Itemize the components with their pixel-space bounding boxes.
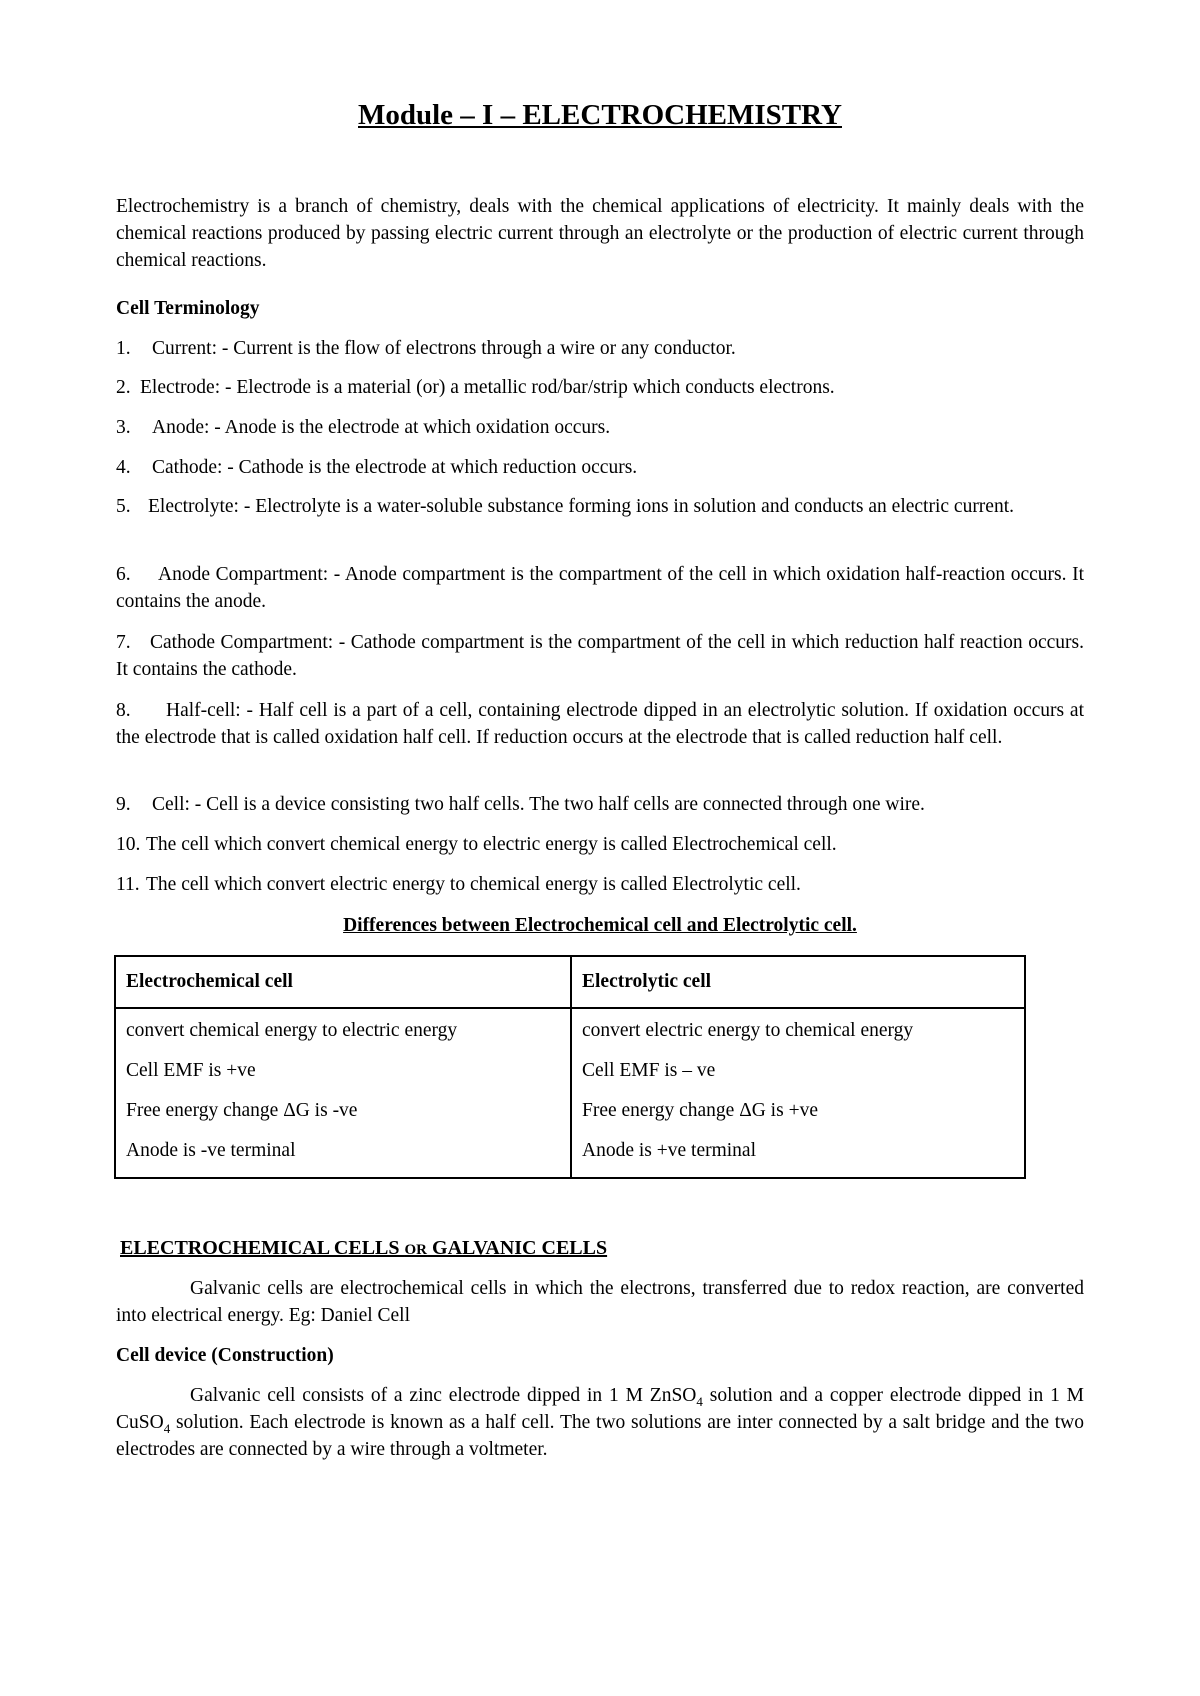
item-number: 11. — [116, 874, 140, 895]
text-run: Galvanic cell consists of a zinc electrode dipped in 1 M ZnSO — [190, 1385, 697, 1406]
cell-line: Free energy change ΔG is -ve — [126, 1100, 358, 1121]
differences-table — [114, 955, 1026, 1179]
item-text: Cathode: - Cathode is the electrode at which reduction occurs. — [152, 457, 638, 478]
subscript: 4 — [696, 1393, 703, 1409]
cell-line: convert chemical energy to electric energy — [126, 1020, 458, 1041]
item-number: 8. — [116, 700, 131, 721]
item-text: Half-cell: - Half cell is a part of a cell, containing electrode dipped in an electrolytic solution. If oxidation occurs at the electrode that is called oxidation half cell. If reduction occurs at the electrode that is called reduction half cell. — [116, 700, 1084, 748]
list-item — [116, 493, 1084, 520]
heading-or: OR — [404, 1242, 428, 1258]
column-header: Electrolytic cell — [571, 956, 1025, 1008]
item-number: 6. — [116, 564, 131, 585]
item-text: Anode: - Anode is the electrode at which oxidation occurs. — [152, 417, 611, 438]
cell-line: Cell EMF is +ve — [126, 1060, 256, 1081]
list-item — [116, 697, 1084, 751]
cell-line: convert electric energy to chemical energy — [582, 1020, 914, 1041]
page-title: Module – I – ELECTROCHEMISTRY — [358, 99, 842, 131]
item-number: 9. — [116, 794, 131, 815]
list-item — [116, 335, 1084, 362]
subscript: 4 — [163, 1420, 171, 1436]
item-text: Electrolyte: - Electrolyte is a water-soluble substance forming ions in solution and conducts an electric current. — [148, 496, 1014, 517]
table-header-row — [115, 956, 1025, 1008]
terminology-heading: Cell Terminology — [116, 298, 260, 319]
differences-heading: Differences between Electrochemical cell and Electrolytic cell. — [343, 915, 857, 936]
cell-line: Anode is +ve terminal — [582, 1140, 756, 1161]
list-item — [116, 374, 1084, 401]
list-item — [116, 831, 1084, 858]
item-text: The cell which convert electric energy to chemical energy is called Electrolytic cell. — [146, 874, 801, 895]
list-item — [116, 791, 1084, 818]
list-item — [116, 629, 1084, 683]
item-number: 10. — [116, 834, 141, 855]
text-run: solution and a copper electrode dipped in 1 M CuSO — [116, 1385, 1085, 1433]
item-number: 1. — [116, 338, 131, 359]
item-text: Anode Compartment: - Anode compartment is the compartment of the cell in which oxidation half-reaction occurs. It contains the anode. — [116, 564, 1084, 612]
item-number: 3. — [116, 417, 131, 438]
cell-line: Free energy change ΔG is +ve — [582, 1100, 818, 1121]
galvanic-paragraph: Galvanic cells are electrochemical cells in which the electrons, transferred due to redox reaction, are converted into electrical energy. Eg: Daniel Cell — [116, 1278, 1084, 1326]
item-text: Cathode Compartment: - Cathode compartment is the compartment of the cell in which reduction half reaction occurs. It contains the cathode. — [116, 632, 1084, 680]
list-item — [116, 454, 1084, 481]
heading-part: GALVANIC CELLS — [427, 1237, 608, 1259]
text-run: solution. Each electrode is known as a half cell. The two solutions are inter connected by a salt bridge and the two electrodes are connected by a wire through a voltmeter. — [116, 1412, 1084, 1460]
item-text: The cell which convert chemical energy to electric energy is called Electrochemical cell. — [146, 834, 837, 855]
item-text: Current: - Current is the flow of electrons through a wire or any conductor. — [152, 338, 736, 359]
list-item — [116, 414, 1084, 441]
cell-line: Anode is -ve terminal — [126, 1140, 296, 1161]
table-cell-electrochemical — [115, 1008, 571, 1178]
item-number: 2. — [116, 377, 131, 398]
galvanic-heading — [120, 1235, 607, 1264]
construction-heading: Cell device (Construction) — [116, 1345, 334, 1366]
list-item — [116, 871, 1084, 898]
heading-part: ELECTROCHEMICAL CELLS — [120, 1237, 405, 1259]
item-text: Cell: - Cell is a device consisting two half cells. The two half cells are connected through one wire. — [152, 794, 925, 815]
item-number: 7. — [116, 632, 131, 653]
item-number: 5. — [116, 496, 131, 517]
cell-line: Cell EMF is – ve — [582, 1060, 716, 1081]
list-item — [116, 561, 1084, 615]
item-number: 4. — [116, 457, 131, 478]
table-row — [115, 1008, 1025, 1178]
item-text: Electrode: - Electrode is a material (or) a metallic rod/bar/strip which conducts electrons. — [140, 377, 835, 398]
table-cell-electrolytic — [571, 1008, 1025, 1178]
intro-paragraph: Electrochemistry is a branch of chemistry, deals with the chemical applications of electricity. It mainly deals with the chemical reactions produced by passing electric current through an electrolyte or the production of electric current through chemical reactions. — [116, 196, 1084, 271]
construction-paragraph — [116, 1382, 1084, 1463]
column-header: Electrochemical cell — [115, 956, 571, 1008]
